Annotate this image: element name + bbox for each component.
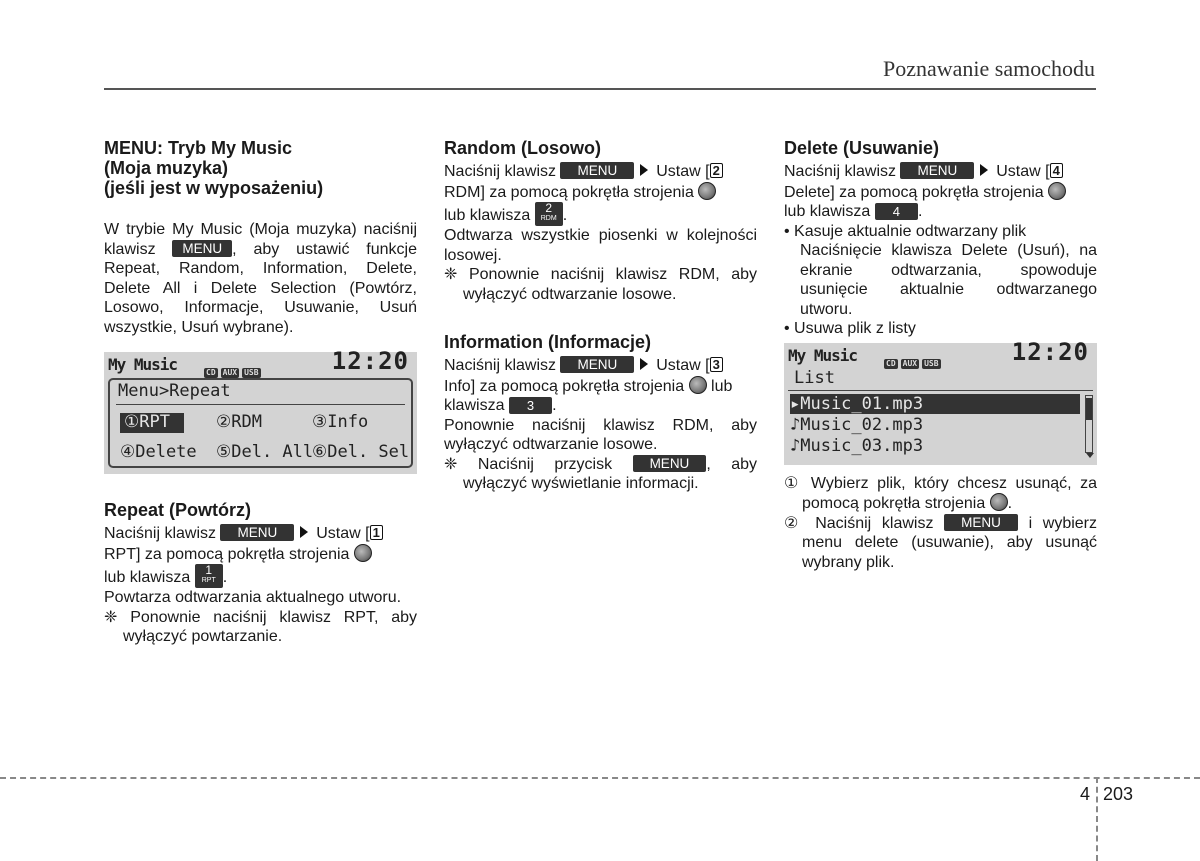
tuning-knob-icon xyxy=(354,544,372,562)
delete-step-1: ① Wybierz plik, który chcesz usunąć, za pomocą pokrętła strojenia . xyxy=(784,474,1097,512)
tuning-knob-icon xyxy=(689,376,707,394)
header-rule xyxy=(104,88,1096,90)
menu-key: MENU xyxy=(633,455,707,472)
boxed-number-1: 1 xyxy=(370,525,383,540)
screen-scrollbar xyxy=(1085,395,1093,453)
information-description: Ponownie naciśnij klawisz RDM, aby wyłączyć odtwarzanie losowe. xyxy=(444,416,757,453)
boxed-number-2: 2 xyxy=(710,163,723,178)
option-del-all: ⑤Del. All xyxy=(216,442,314,462)
display-screen-list xyxy=(784,337,1097,465)
cd-badge: CD xyxy=(206,368,216,377)
screen-clock: 12:20 xyxy=(331,347,409,375)
menu-key: MENU xyxy=(900,162,974,179)
display-screen-menu-repeat xyxy=(104,347,417,474)
section-heading-information: Information (Informacje) xyxy=(444,332,652,352)
list-item: ♪Music_03.mp3 xyxy=(790,435,924,456)
screen-list-title: List xyxy=(794,367,835,388)
cd-badge: CD xyxy=(886,358,896,368)
aux-badge: AUX xyxy=(222,368,238,377)
page-number: 203 xyxy=(1103,784,1134,804)
boxed-number-4: 4 xyxy=(1050,163,1063,178)
section-heading-random: Random (Losowo) xyxy=(444,138,601,158)
section-heading-repeat: Repeat (Powtórz) xyxy=(104,500,252,520)
section-heading-delete: Delete (Usuwanie) xyxy=(784,138,940,158)
menu-key: MENU xyxy=(172,240,232,257)
tuning-knob-icon xyxy=(1048,182,1066,200)
tuning-knob-icon xyxy=(698,182,716,200)
screen-title: My Music xyxy=(788,345,858,365)
option-del-sel: ⑥Del. Sel xyxy=(312,442,410,462)
arrow-right-icon xyxy=(980,164,988,176)
option-delete: ④Delete xyxy=(120,442,197,462)
column-1 xyxy=(104,138,417,647)
footer-vertical-divider xyxy=(1096,777,1098,861)
list-item: ▸Music_01.mp3 xyxy=(790,394,1080,414)
information-instruction: Naciśnij klawisz MENU Ustaw [ 3 Info] za pomocą pokrętła strojenia lub klawisza 3 . xyxy=(444,357,733,414)
repeat-instruction: Naciśnij klawisz MENU Ustaw [ 1 RPT] za pomocą pokrętła strojenia lub klawisza 1 RPT . xyxy=(104,524,417,588)
random-description: Odtwarza wszystkie piosenki w kolejności losowej. xyxy=(444,227,757,264)
usb-badge: USB xyxy=(924,358,939,368)
preset-key-2-rdm: 2 RDM xyxy=(535,202,563,226)
repeat-description: Powtarza odtwarzania aktualnego utworu. xyxy=(104,589,402,606)
delete-step-2: ② Naciśnij klawisz MENU i wybierz menu delete (usuwanie), aby usunąć wybrany plik. xyxy=(784,514,1098,571)
tuning-knob-icon xyxy=(990,493,1008,511)
option-info: ③Info xyxy=(312,412,369,432)
random-note: ❈ Ponownie naciśnij klawisz RDM, aby wyłączyć odtwarzanie losowe. xyxy=(444,266,757,303)
menu-key: MENU xyxy=(944,514,1018,531)
arrow-right-icon xyxy=(640,358,648,370)
aux-badge: AUX xyxy=(902,358,918,368)
number-key-4: 4 xyxy=(875,203,918,220)
screen-clock: 12:20 xyxy=(1011,337,1089,366)
list-item: ♪Music_02.mp3 xyxy=(790,414,924,435)
random-instruction: Naciśnij klawisz MENU Ustaw [ 2 RDM] za pomocą pokrętła strojenia lub klawisza 2 RDM . xyxy=(444,162,757,226)
screen-breadcrumb: Menu>Repeat xyxy=(118,381,231,401)
column-2 xyxy=(444,138,757,494)
chapter-number: 4 xyxy=(1080,784,1091,804)
delete-instruction: Naciśnij klawisz MENU Ustaw [ 4 Delete] za pomocą pokrętła strojenia lub klawisza 4 . xyxy=(784,162,1097,222)
arrow-right-icon xyxy=(640,164,648,176)
scroll-down-icon xyxy=(1086,453,1094,458)
delete-bullet-current-desc: Naciśnięcie klawisza Delete (Usuń), na ekranie odtwarzania, spowoduje usunięcie aktualnie odtwarzanego utworu. xyxy=(800,242,1097,318)
intro-paragraph: W trybie My Music (Moja muzyka) naciśnij klawisz MENU , aby ustawić funkcje Repeat, Random, Information, Delete, Delete All i Delete Selection (Powtórz, Losowo, Informacje, Usuwanie, Usuń wszystkie, Usuń wybrane). xyxy=(104,221,418,336)
arrow-right-icon xyxy=(300,526,308,538)
number-key-3: 3 xyxy=(509,397,552,414)
section-heading-my-music: MENU: Tryb My Music (Moja muzyka) (jeśli jest w wyposażeniu) xyxy=(104,138,324,198)
option-rpt: ①RPT xyxy=(120,413,184,433)
screen-title: My Music xyxy=(108,355,178,374)
information-note: ❈ Naciśnij przycisk MENU , aby wyłączyć wyświetlanie informacji. xyxy=(444,455,758,492)
repeat-note: ❈ Ponownie naciśnij klawisz RPT, aby wyłączyć powtarzanie. xyxy=(104,608,417,645)
menu-key: MENU xyxy=(560,162,634,179)
menu-key: MENU xyxy=(220,524,294,541)
footer-divider xyxy=(0,777,1200,779)
boxed-number-3: 3 xyxy=(710,357,723,372)
usb-badge: USB xyxy=(244,368,259,377)
column-3 xyxy=(784,138,1097,572)
delete-bullet-list: • Usuwa plik z listy xyxy=(784,320,916,337)
option-rdm: ②RDM xyxy=(216,412,262,432)
menu-key: MENU xyxy=(560,356,634,373)
page-header-title: Poznawanie samochodu xyxy=(883,56,1095,81)
preset-key-1-rpt: 1 RPT xyxy=(195,564,223,588)
delete-bullet-current: • Kasuje aktualnie odtwarzany plik xyxy=(784,222,1027,240)
